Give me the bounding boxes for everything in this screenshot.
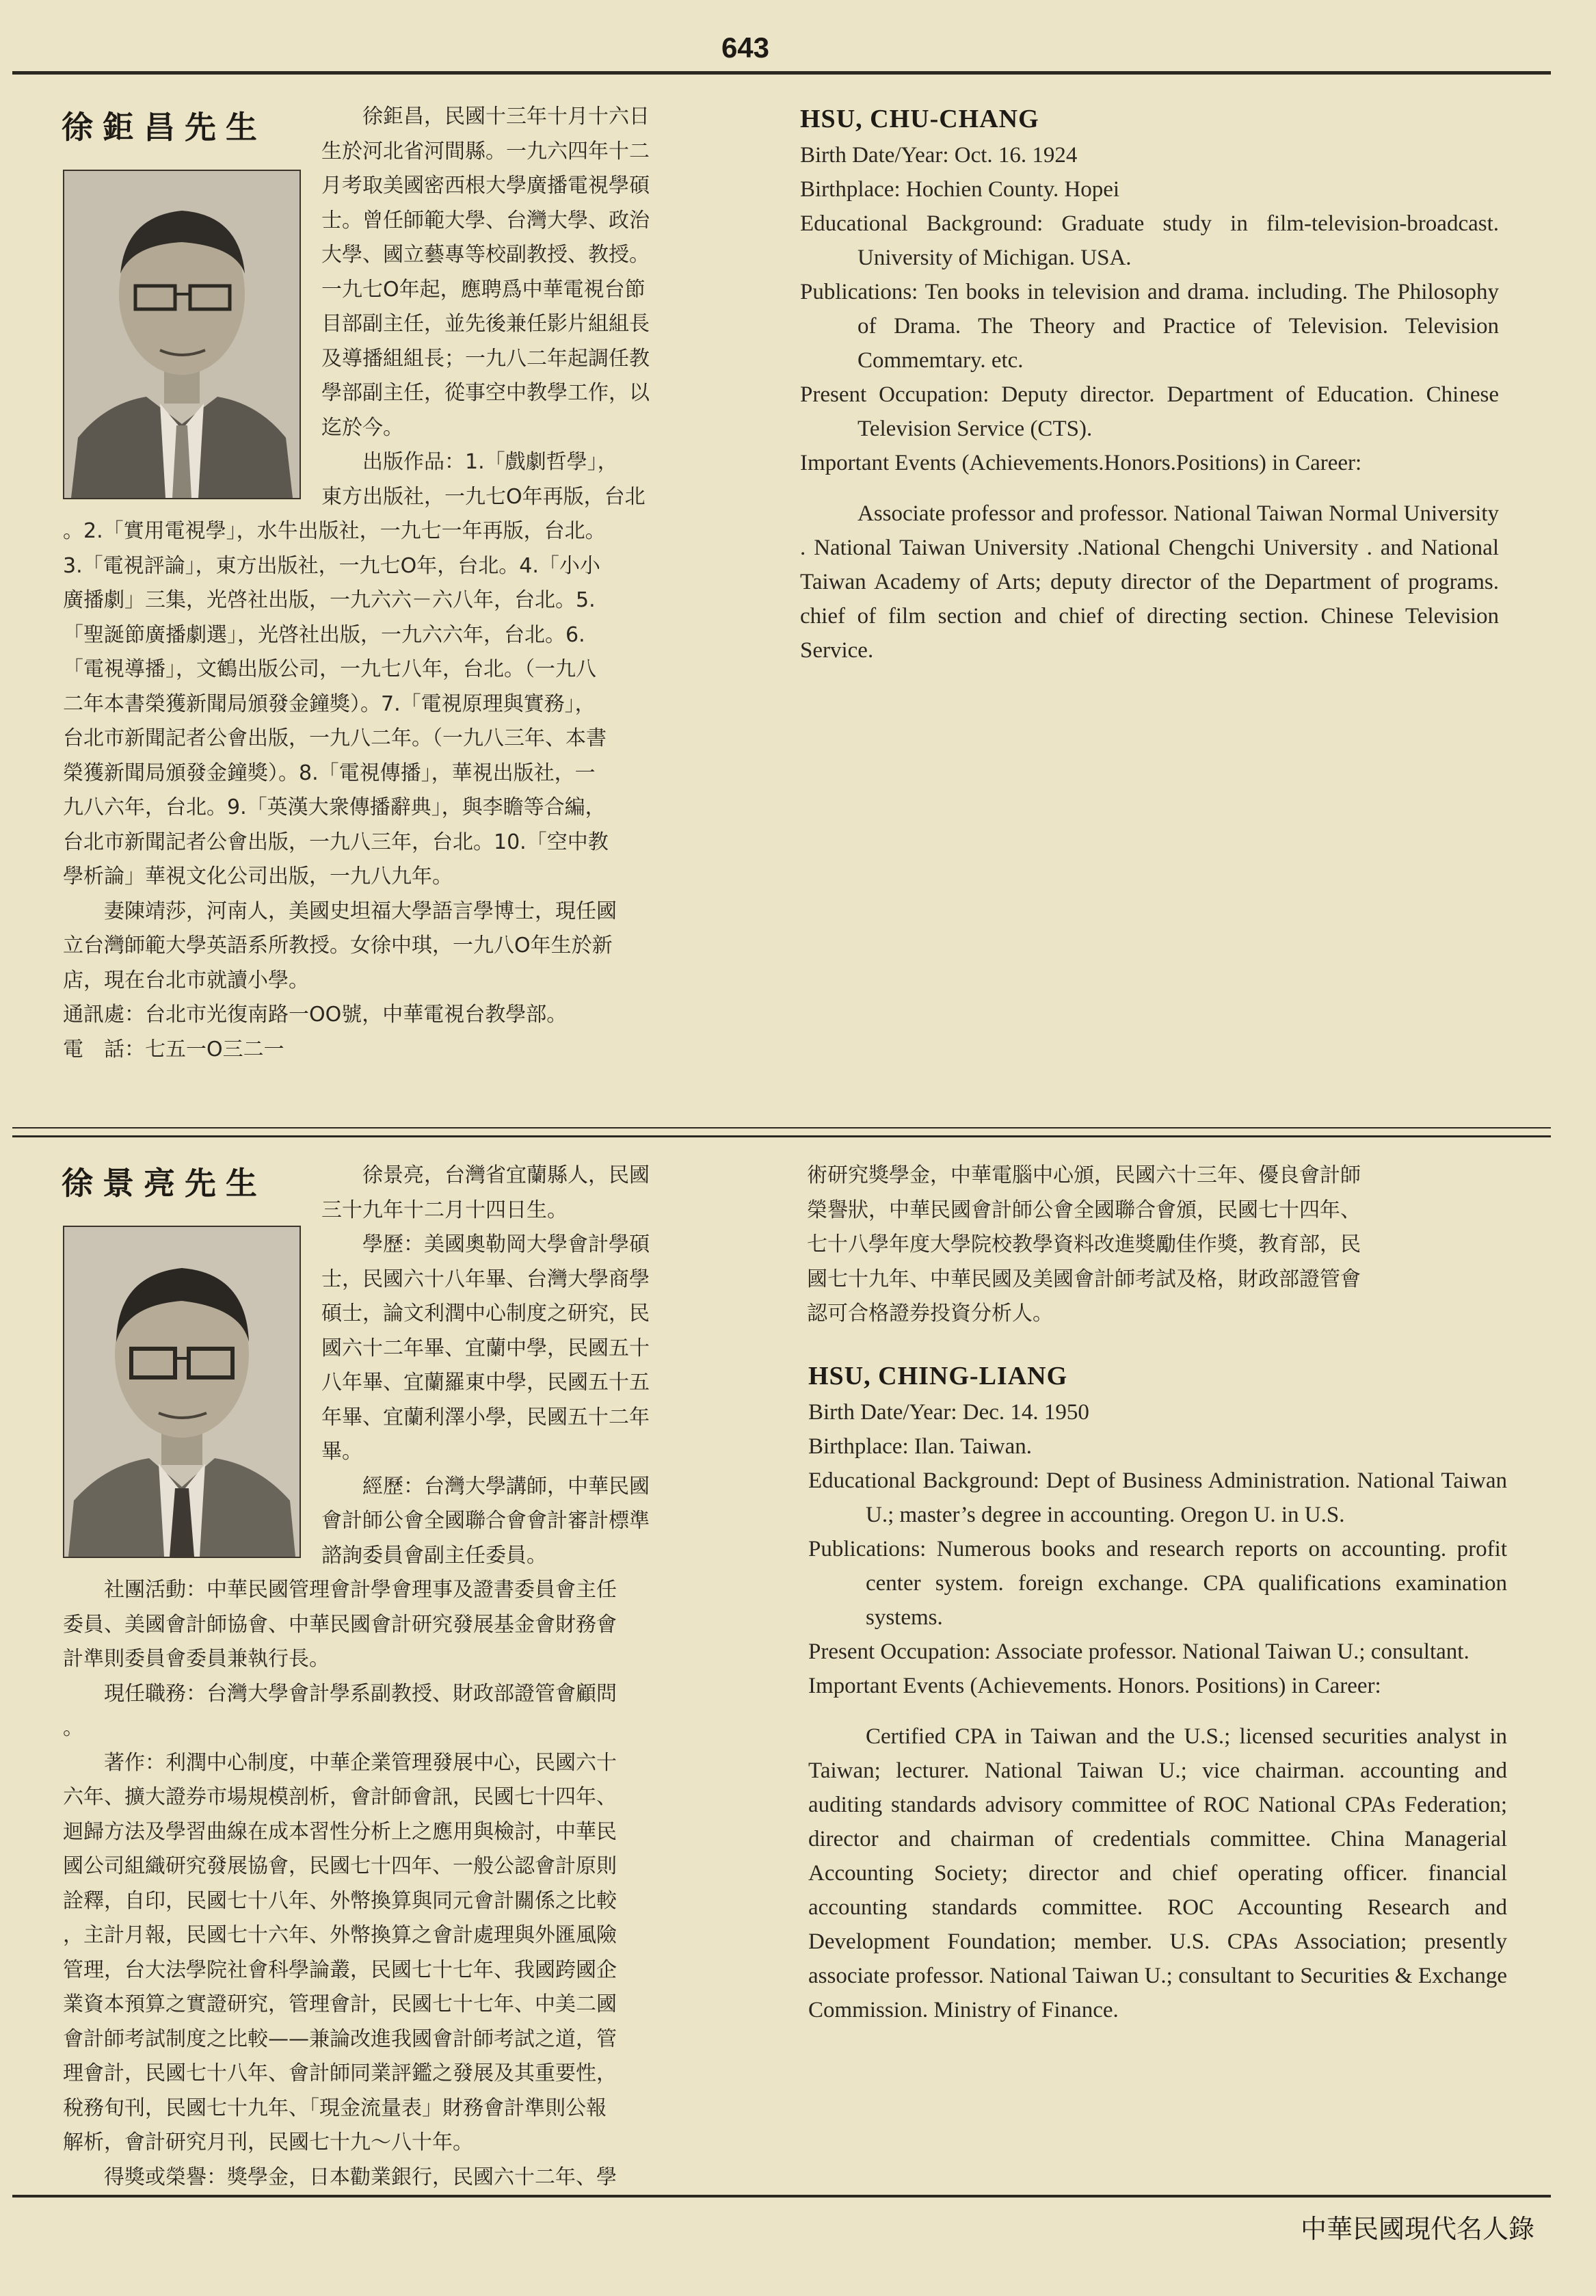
text-line: 術研究獎學金，中華電腦中心頒，民國六十三年、優良會計師 [807, 1163, 1361, 1187]
text-line: 廣播劇」三集，光啓社出版，一九六六－六八年，台北。5. [63, 588, 596, 612]
text-line: 出版作品：1.「戲劇哲學」， [321, 450, 618, 474]
bottom-rule [12, 2195, 1551, 2198]
text-line: 認可合格證券投資分析人。 [807, 1302, 1053, 1325]
text-line: 榮譽狀，中華民國會計師公會全國聯合會頒，民國七十四年、 [807, 1198, 1361, 1222]
text-line: 會計師考試制度之比較——兼論改進我國會計師考試之道，管 [63, 2027, 617, 2051]
text-line: 八年畢、宜蘭羅東中學，民國五十五 [321, 1371, 650, 1395]
text-line: 徐鉅昌，民國十三年十月十六日 [321, 105, 650, 129]
text-line: 畢。 [321, 1440, 362, 1464]
text-line: 解析，會計研究月刊，民國七十九～八十年。 [63, 2130, 473, 2154]
text-line: 月考取美國密西根大學廣播電視學碩 [321, 174, 650, 198]
birthplace: Birthplace: Hochien County. Hopei [800, 177, 1120, 202]
important-events-heading: Important Events (Achievements.Honors.Positions) in Career: [800, 451, 1362, 475]
text-line: 大學、國立藝專等校副教授、教授。 [321, 243, 650, 267]
entry2-portrait-photo [63, 1226, 301, 1558]
text-line: 學歷：美國奧勒岡大學會計學碩 [321, 1232, 650, 1256]
entry1-chinese-body [63, 514, 617, 1067]
entry2-english-name: HSU, CHING-LIANG [808, 1362, 1068, 1390]
divider-rule [12, 1135, 1551, 1137]
birth-date: Birth Date/Year: Dec. 14. 1950 [808, 1400, 1089, 1425]
text-line: 稅務旬刊，民國七十九年、「現金流量表」財務會計準則公報 [63, 2096, 607, 2120]
entry2-chinese-continued [807, 1159, 1361, 1332]
entry2-chinese-name: 徐景亮先生 [62, 1165, 267, 1202]
educational-background: Educational Background: Graduate study in film-television-broadcast. University of Michigan. USA. [800, 211, 1499, 270]
important-events-text: Associate professor and professor. National Taiwan Normal University . National Taiwan University .National Chengchi University . and National Taiwan Academy of Arts; deputy director of the Department of programs. chief of film section and chief of directing section. Chinese Television Service. [800, 501, 1499, 663]
text-line: 。 [63, 1716, 83, 1740]
text-line: 及導播組組長；一九八二年起調任教 [321, 346, 650, 371]
present-occupation: Present Occupation: Associate professor. National Taiwan U.; consultant. [808, 1639, 1469, 1664]
entry1-chinese-name: 徐鉅昌先生 [62, 109, 267, 146]
publications: Publications: Numerous books and research reports on accounting. profit center system. foreign exchange. CPA qualifications examination systems. [808, 1537, 1507, 1630]
text-line: 迴歸方法及學習曲線在成本習性分析上之應用與檢討，中華民 [63, 1819, 617, 1844]
text-line: 諮詢委員會副主任委員。 [321, 1543, 547, 1568]
text-line: 。2.「實用電視學」，水牛出版社，一九七一年再版，台北。 [63, 519, 606, 543]
text-line: 年畢、宜蘭利澤小學，民國五十二年 [321, 1405, 650, 1429]
text-line: 國七十九年、中華民國及美國會計師考試及格，財政部證管會 [807, 1267, 1361, 1291]
text-line: 目部副主任，並先後兼任影片組組長 [321, 312, 650, 336]
educational-background: Educational Background: Dept of Business Administration. National Taiwan U.; master’s degree in accounting. Oregon U. in U.S. [808, 1468, 1507, 1527]
text-line: 現任職務：台灣大學會計學系副教授、財政部證管會顧問 [63, 1681, 617, 1706]
divider-rule [12, 1127, 1551, 1129]
text-line: 碩士，論文利潤中心制度之研究，民 [321, 1302, 650, 1325]
birth-date: Birth Date/Year: Oct. 16. 1924 [800, 143, 1078, 168]
text-line: 3.「電視評論」，東方出版社，一九七O年，台北。4.「小小 [63, 553, 600, 578]
text-line: 著作：利潤中心制度，中華企業管理發展中心，民國六十 [63, 1750, 617, 1775]
text-line: 委員、美國會計師協會、中華民國會計研究發展基金會財務會 [63, 1612, 617, 1637]
contact-address: 通訊處：台北市光復南路一OO號，中華電視台教學部。 [63, 1003, 568, 1027]
entry1-portrait-photo [63, 170, 301, 499]
text-line: 六年、擴大證券市場規模剖析，會計師會訊，民國七十四年、 [63, 1785, 617, 1809]
text-line: 會計師公會全國聯合會會計審計標準 [321, 1509, 650, 1533]
text-line: 妻陳靖莎，河南人，美國史坦福大學語言學博士，現任國 [63, 899, 617, 923]
text-line: 士。曾任師範大學、台灣大學、政治 [321, 208, 650, 233]
text-line: 得獎或榮譽：獎學金，日本勸業銀行，民國六十二年、學 [63, 2165, 617, 2189]
text-line: 學析論」華視文化公司出版，一九八九年。 [63, 865, 453, 888]
text-line: 管理，台大法學院社會科學論叢，民國七十七年、我國跨國企 [63, 1957, 617, 1982]
entry2-chinese-body [63, 1573, 617, 2195]
contact-phone: 電 話：七五一O三二一 [63, 1037, 284, 1061]
text-line: 詮釋，自印，民國七十八年、外幣換算與同元會計關係之比較 [63, 1888, 617, 1913]
present-occupation: Present Occupation: Deputy director. Department of Education. Chinese Television Service (CTS). [800, 382, 1499, 441]
entry1-chinese-intro [321, 100, 650, 514]
text-line: 店，現在台北市就讀小學。 [63, 968, 309, 992]
text-line: 二年本書榮獲新聞局頒發金鐘獎）。7.「電視原理與實務」， [63, 691, 596, 716]
birthplace: Birthplace: Ilan. Taiwan. [808, 1434, 1032, 1459]
text-line: 台北市新聞記者公會出版，一九八二年。（一九八三年、本書 [63, 726, 607, 750]
text-line: 「電視導播」，文鶴出版公司，一九七八年，台北。（一九八 [63, 657, 596, 681]
text-line: 生於河北省河間縣。一九六四年十二 [321, 139, 650, 163]
important-events-text: Certified CPA in Taiwan and the U.S.; licensed securities analyst in Taiwan; lecturer. National Taiwan U.; vice chairman. accounting and auditing standards advisory committee of ROC National CPAs Federation; director and chairman of credentials committee. China Managerial Accounting Society; director and chief operating officer. financial accounting standards committee. ROC Accounting Research and Development Foundation; member. U.S. CPAs Association; presently associate professor. National Taiwan U.; consultant to Securities & Exchange Commission. Ministry of Finance. [808, 1724, 1507, 2022]
text-line: 迄於今。 [321, 415, 403, 440]
text-line: 東方出版社，一九七O年再版，台北 [321, 484, 646, 509]
text-line: 台北市新聞記者公會出版，一九八三年，台北。10.「空中教 [63, 830, 609, 854]
text-line: 學部副主任，從事空中教學工作，以 [321, 381, 650, 405]
text-line: 國公司組織研究發展協會，民國七十四年、一般公認會計原則 [63, 1854, 617, 1878]
text-line: 榮獲新聞局頒發金鐘獎）。8.「電視傳播」，華視出版社，一 [63, 761, 596, 785]
text-line: 九八六年，台北。9.「英漢大衆傳播辭典」，與李瞻等合編， [63, 795, 606, 819]
text-line: 徐景亮，台灣省宜蘭縣人，民國 [321, 1163, 650, 1187]
entry1-english-body [800, 138, 1499, 668]
text-line: 一九七O年起，應聘爲中華電視台節 [321, 277, 646, 302]
text-line: 社團活動：中華民國管理會計學會理事及證書委員會主任 [63, 1578, 617, 1602]
text-line: 立台灣師範大學英語系所教授。女徐中琪，一九八O年生於新 [63, 934, 613, 958]
text-line: 理會計，民國七十八年、會計師同業評鑑之發展及其重要性， [63, 2061, 617, 2085]
important-events-heading: Important Events (Achievements. Honors. Positions) in Career: [808, 1674, 1381, 1698]
book-title-footer: 中華民國現代名人錄 [1300, 2214, 1534, 2244]
entry2-english-body [808, 1395, 1507, 2027]
page-number: 643 [721, 31, 770, 64]
publications: Publications: Ten books in television and drama. including. The Philosophy of Drama. The Theory and Practice of Television. Television Commemtary. etc. [800, 280, 1499, 373]
text-line: 國六十二年畢、宜蘭中學，民國五十 [321, 1336, 650, 1360]
top-rule [12, 71, 1551, 75]
text-line: 七十八學年度大學院校教學資料改進獎勵佳作獎，教育部，民 [807, 1232, 1361, 1256]
entry2-chinese-intro [321, 1159, 650, 1573]
text-line: 經歷：台灣大學講師，中華民國 [321, 1474, 650, 1499]
text-line: ，主計月報，民國七十六年、外幣換算之會計處理與外匯風險 [63, 1923, 617, 1947]
text-line: 三十九年十二月十四日生。 [321, 1198, 568, 1222]
entry1-english-name: HSU, CHU-CHANG [800, 105, 1039, 133]
text-line: 「聖誕節廣播劇選」，光啓社出版，一九六六年，台北。6. [63, 622, 585, 647]
text-line: 業資本預算之實證研究，管理會計，民國七十七年、中美二國 [63, 1992, 617, 2016]
text-line: 計準則委員會委員兼執行長。 [63, 1647, 330, 1671]
text-line: 士，民國六十八年畢、台灣大學商學 [321, 1267, 650, 1291]
